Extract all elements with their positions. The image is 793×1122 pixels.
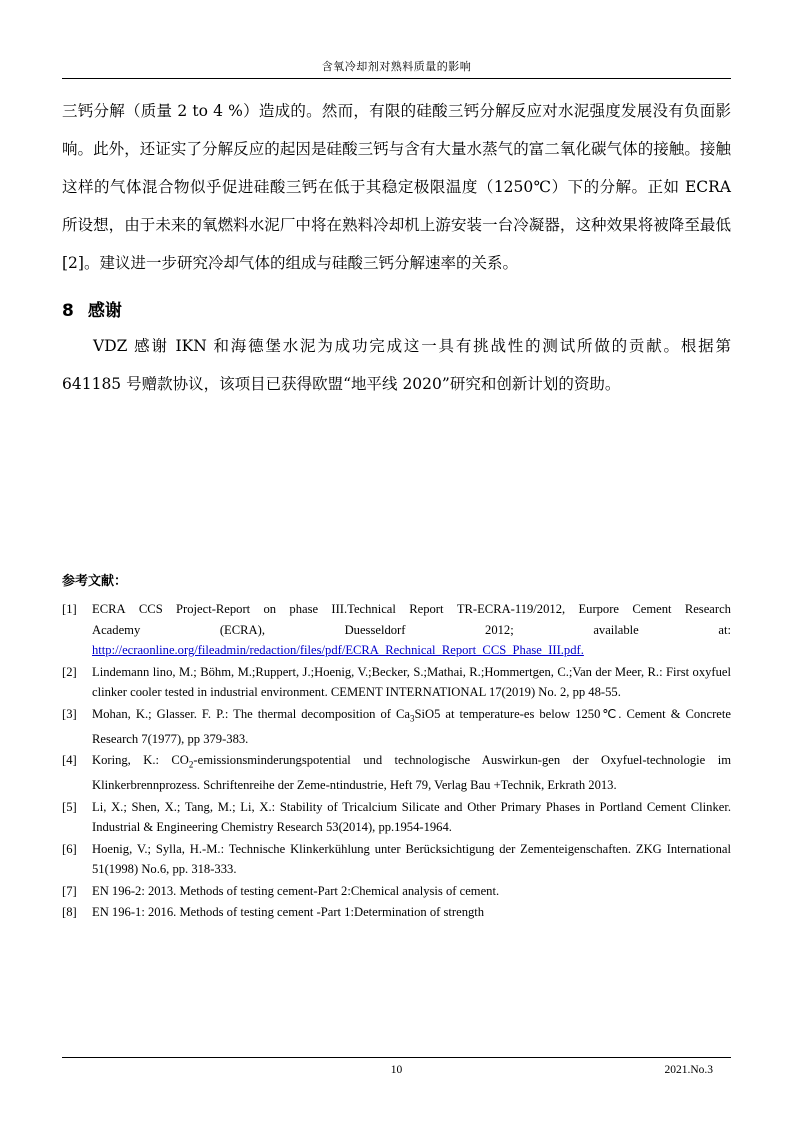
reference-text bbox=[92, 704, 731, 750]
ref-text-pre: Mohan, K.; Glasser. F. P.: The thermal decomposition of Ca bbox=[92, 706, 410, 721]
reference-text: Li, X.; Shen, X.; Tang, M.; Li, X.: Stability of Tricalcium Silicate and Other Primary Phases in Portland Cement Clinker. Industrial & Engineering Chemistry Research 53(2014), pp.1954-1964. bbox=[92, 799, 731, 835]
references-title: 参考文献： bbox=[62, 574, 128, 589]
reference-number: [7] bbox=[62, 883, 77, 898]
reference-line-1 bbox=[92, 599, 731, 620]
issue-label: 2021.No.3 bbox=[664, 1064, 713, 1076]
ref-word: III.Technical bbox=[331, 602, 396, 616]
page-footer bbox=[62, 1057, 731, 1080]
reference-text: Lindemann lino, M.; Böhm, M.;Ruppert, J.;Hoenig, V.;Becker, S.;Mathai, R.;Hommertgen, C.;Van der Meer, R.: First oxyfuel clinker cooler tested in industrial environment. CEMENT INTERNATIONAL 17(2019) No. 2, pp 48-55. bbox=[92, 664, 731, 699]
ref-word: Duesseldorf bbox=[344, 622, 406, 637]
reference-line-2 bbox=[92, 620, 731, 641]
reference-item bbox=[62, 797, 731, 838]
ref-word: CCS bbox=[138, 602, 163, 616]
reference-number: [4] bbox=[62, 753, 77, 768]
ref-word: TR-ECRA-119/2012, bbox=[456, 602, 566, 616]
ref-word: at: bbox=[718, 622, 731, 637]
ref-subscript: 2 bbox=[188, 759, 194, 770]
body-paragraph-2: VDZ 感谢 IKN 和海德堡水泥为成功完成这一具有挑战性的测试所做的贡献。根据第 641185 号赠款协议，该项目已获得欧盟“地平线 2020”研究和创新计划的资助。 bbox=[62, 337, 731, 393]
ref-word: on bbox=[263, 602, 277, 616]
ref-word: ECRA bbox=[92, 602, 126, 616]
page-header bbox=[62, 58, 731, 79]
reference-item bbox=[62, 704, 731, 750]
document-body bbox=[62, 92, 731, 403]
header-divider bbox=[62, 78, 731, 79]
ref-word: Eurpore bbox=[578, 602, 620, 616]
ref-word: phase bbox=[289, 602, 319, 616]
reference-number: [8] bbox=[62, 905, 77, 920]
ref-word: Research bbox=[684, 602, 731, 616]
reference-item bbox=[62, 750, 731, 796]
page-number: 10 bbox=[390, 1064, 403, 1076]
ref-text-pre: Koring, K.: CO bbox=[92, 753, 189, 768]
footer-divider bbox=[62, 1057, 731, 1058]
ref-subscript: 3 bbox=[409, 713, 415, 724]
reference-line-3 bbox=[92, 640, 731, 661]
section-number: 8 bbox=[62, 301, 74, 321]
reference-item bbox=[62, 599, 731, 661]
reference-number: [3] bbox=[62, 706, 77, 721]
reference-item bbox=[62, 662, 731, 703]
reference-number: [5] bbox=[62, 799, 77, 814]
ref-text-post: -emissionsminderungspotential und technologische Auswirkun-gen der Oxyfuel-technologie im Klinkerbrennprozess. Schriftenreihe der Zeme-ntindustrie, Heft 79, Verlag Bau +Technik, Erkrath 2013. bbox=[92, 753, 731, 793]
reference-number: [1] bbox=[62, 602, 77, 616]
reference-text: EN 196-1: 2016. Methods of testing cement -Part 1:Determination of strength bbox=[92, 905, 485, 920]
ref-word: Academy bbox=[92, 622, 141, 637]
reference-text: EN 196-2: 2013. Methods of testing cement-Part 2:Chemical analysis of cement. bbox=[92, 883, 500, 898]
reference-text bbox=[92, 599, 731, 661]
reference-text bbox=[92, 750, 731, 796]
section-title: 感谢 bbox=[87, 301, 122, 321]
reference-text: Hoenig, V.; Sylla, H.-M.: Technische Klinkerkühlung unter Berücksichtigung der Zementeigenschaften. ZKG International 51(1998) No.6, pp. 318-333. bbox=[92, 841, 731, 877]
ref-word: Report bbox=[409, 602, 444, 616]
ref-word: (ECRA), bbox=[219, 622, 265, 637]
references-section bbox=[62, 570, 731, 924]
ref-text-post: SiO5 at temperature-es below 1250℃. Cement & Concrete Research 7(1977), pp 379-383. bbox=[92, 706, 731, 746]
reference-number: [6] bbox=[62, 841, 77, 856]
ref-word: Project-Report bbox=[176, 602, 251, 616]
section-heading-acknowledgement bbox=[62, 296, 731, 321]
ref-word: 2012; bbox=[485, 622, 514, 637]
reference-item bbox=[62, 881, 731, 902]
ref-word: Cement bbox=[632, 602, 672, 616]
reference-number: [2] bbox=[62, 664, 77, 679]
reference-item bbox=[62, 902, 731, 923]
running-title: 含氧冷却剂对熟料质量的影响 bbox=[321, 60, 472, 73]
reference-link[interactable]: http://ecraonline.org/fileadmin/redaction/files/pdf/ECRA_Rechnical_Report_CCS_Phase_III.pdf. bbox=[92, 643, 584, 657]
body-paragraph-1: 三钙分解（质量 2 to 4 %）造成的。然而，有限的硅酸三钙分解反应对水泥强度发展没有负面影响。此外，还证实了分解反应的起因是硅酸三钙与含有大量水蒸气的富二氧化碳气体的接触。接触这样的气体混合物似乎促进硅酸三钙在低于其稳定极限温度（1250℃）下的分解。正如 ECRA 所设想，由于未来的氧燃料水泥厂中将在熟料冷却机上游安装一台冷凝器，这种效果将被降至最低[2]。建议进一步研究冷却气体的组成与硅酸三钙分解速率的关系。 bbox=[62, 102, 731, 272]
ref-word: available bbox=[593, 622, 639, 637]
reference-item bbox=[62, 839, 731, 880]
